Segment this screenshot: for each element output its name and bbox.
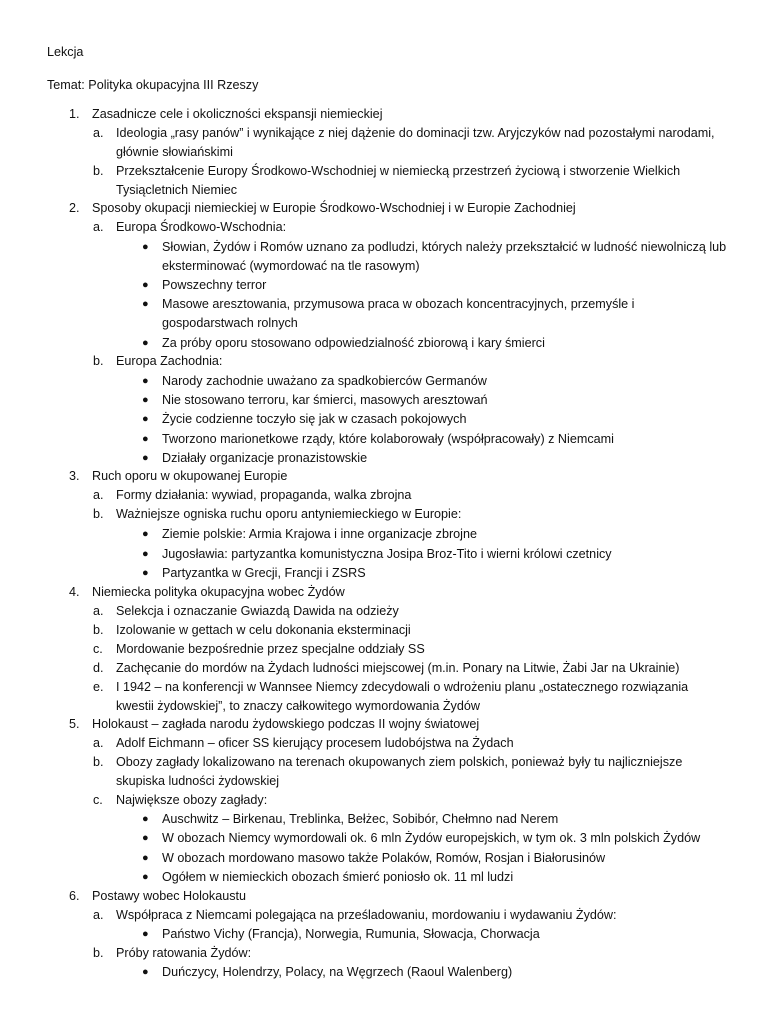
bullet-icon: ● (142, 413, 149, 425)
subitem-text: Formy działania: wywiad, propaganda, walka zbrojna (116, 488, 412, 502)
bullet-text: Partyzantka w Grecji, Francji i ZSRS (162, 566, 366, 580)
section-title: Ruch oporu w okupowanej Europie (92, 469, 288, 483)
subitem-letter: b. (93, 755, 104, 769)
bullet-text: W obozach Niemcy wymordowali ok. 6 mln Żydów europejskich, w tym ok. 3 mln polskich Żydów (162, 831, 701, 845)
subitem-letter: a. (93, 126, 104, 140)
subitem-text: I 1942 – na konferencji w Wannsee Niemcy zdecydowali o wdrożeniu planu „ostatecznego rozwiązania kwestii żydowskiej”, to znaczy całkowitego wymordowania Żydów (116, 680, 689, 713)
subitem-text: Przekształcenie Europy Środkowo-Wschodniej w niemiecką przestrzeń życiową i stworzenie Wielkich Tysiącletnich Niemiec (116, 164, 681, 197)
subitem-letter: a. (93, 908, 104, 922)
section-title: Holokaust – zagłada narodu żydowskiego podczas II wojny światowej (92, 717, 480, 731)
section-number: 3. (69, 469, 80, 483)
subitem-text: Ważniejsze ogniska ruchu oporu antyniemieckiego w Europie: (116, 507, 462, 521)
section-title: Niemiecka polityka okupacyjna wobec Żydów (92, 585, 345, 599)
subitem-letter: e. (93, 680, 104, 694)
subitem-letter: c. (93, 642, 103, 656)
bullet-text: Narody zachodnie uważano za spadkobierców Germanów (162, 374, 487, 388)
bullet-icon: ● (142, 375, 149, 387)
bullet-icon: ● (142, 548, 149, 560)
bullet-icon: ● (142, 567, 149, 579)
subitem-text: Adolf Eichmann – oficer SS kierujący procesem ludobójstwa na Żydach (116, 736, 514, 750)
bullet-text: Działały organizacje pronazistowskie (162, 451, 368, 465)
subitem-letter: a. (93, 220, 104, 234)
bullet-icon: ● (142, 452, 149, 464)
bullet-icon: ● (142, 433, 149, 445)
bullet-icon: ● (142, 528, 149, 540)
bullet-icon: ● (142, 928, 149, 940)
subitem-letter: a. (93, 736, 104, 750)
bullet-text: Auschwitz – Birkenau, Treblinka, Bełżec, Sobibór, Chełmno nad Nerem (162, 812, 559, 826)
bullet-text: W obozach mordowano masowo także Polaków, Romów, Rosjan i Białorusinów (162, 851, 606, 865)
section-number: 2. (69, 201, 80, 215)
bullet-icon: ● (142, 337, 149, 349)
subitem-text: Europa Zachodnia: (116, 354, 223, 368)
subitem-letter: b. (93, 946, 104, 960)
lesson-label: Lekcja (47, 45, 84, 59)
subitem-letter: b. (93, 623, 104, 637)
subitem-text: Europa Środkowo-Wschodnia: (116, 220, 287, 234)
bullet-text: Jugosławia: partyzantka komunistyczna Josipa Broz-Tito i wierni królowi czetnicy (162, 547, 612, 561)
bullet-text: Słowian, Żydów i Romów uznano za podludzi, których należy przekształcić w ludność niewolniczą lub eksterminować (wymordować na tle rasowym) (162, 240, 727, 273)
section-number: 4. (69, 585, 80, 599)
subitem-text: Obozy zagłady lokalizowano na terenach okupowanych ziem polskich, ponieważ były tu najliczniejsze skupiska ludności żydowskiej (116, 755, 683, 788)
bullet-text: Masowe aresztowania, przymusowa praca w obozach koncentracyjnych, przemyśle i gospodarstwach rolnych (162, 297, 635, 330)
subitem-letter: b. (93, 354, 104, 368)
bullet-text: Tworzono marionetkowe rządy, które kolaborowały (współpracowały) z Niemcami (162, 432, 614, 446)
subitem-text: Selekcja i oznaczanie Gwiazdą Dawida na odzieży (116, 604, 399, 618)
subitem-text: Największe obozy zagłady: (116, 793, 268, 807)
subitem-letter: a. (93, 604, 104, 618)
subitem-text: Izolowanie w gettach w celu dokonania eksterminacji (116, 623, 411, 637)
bullet-icon: ● (142, 832, 149, 844)
bullet-icon: ● (142, 394, 149, 406)
section-title: Postawy wobec Holokaustu (92, 889, 247, 903)
section-title: Zasadnicze cele i okoliczności ekspansji niemieckiej (92, 107, 383, 121)
subitem-text: Współpraca z Niemcami polegająca na prześladowaniu, mordowaniu i wydawaniu Żydów: (116, 908, 617, 922)
section-number: 6. (69, 889, 80, 903)
subitem-letter: b. (93, 507, 104, 521)
bullet-text: Ziemie polskie: Armia Krajowa i inne organizacje zbrojne (162, 527, 477, 541)
section-title: Sposoby okupacji niemieckiej w Europie Środkowo-Wschodniej i w Europie Zachodniej (92, 201, 576, 215)
subitem-text: Próby ratowania Żydów: (116, 946, 252, 960)
bullet-text: Życie codzienne toczyło się jak w czasach pokojowych (162, 412, 467, 426)
bullet-icon: ● (142, 279, 149, 291)
bullet-text: Państwo Vichy (Francja), Norwegia, Rumunia, Słowacja, Chorwacja (162, 927, 540, 941)
bullet-text: Za próby oporu stosowano odpowiedzialność zbiorową i kary śmierci (162, 336, 545, 350)
bullet-icon: ● (142, 966, 149, 978)
subitem-letter: d. (93, 661, 104, 675)
bullet-icon: ● (142, 241, 149, 253)
section-number: 1. (69, 107, 80, 121)
bullet-icon: ● (142, 852, 149, 864)
subitem-letter: a. (93, 488, 104, 502)
subitem-letter: c. (93, 793, 103, 807)
bullet-text: Nie stosowano terroru, kar śmierci, masowych aresztowań (162, 393, 488, 407)
subitem-text: Mordowanie bezpośrednie przez specjalne oddziały SS (116, 642, 425, 656)
lesson-topic: Temat: Polityka okupacyjna III Rzeszy (47, 78, 259, 92)
bullet-icon: ● (142, 813, 149, 825)
bullet-text: Duńczycy, Holendrzy, Polacy, na Węgrzech (Raoul Walenberg) (162, 965, 513, 979)
bullet-icon: ● (142, 298, 149, 310)
subitem-text: Zachęcanie do mordów na Żydach ludności miejscowej (m.in. Ponary na Litwie, Żabi Jar na Ukrainie) (116, 661, 680, 675)
subitem-letter: b. (93, 164, 104, 178)
bullet-text: Ogółem w niemieckich obozach śmierć poniosło ok. 11 ml ludzi (162, 870, 514, 884)
section-number: 5. (69, 717, 80, 731)
bullet-icon: ● (142, 871, 149, 883)
subitem-text: Ideologia „rasy panów” i wynikające z niej dążenie do dominacji tzw. Aryjczyków nad pozostałymi narodami, głównie słowiańskimi (116, 126, 715, 159)
bullet-text: Powszechny terror (162, 278, 267, 292)
